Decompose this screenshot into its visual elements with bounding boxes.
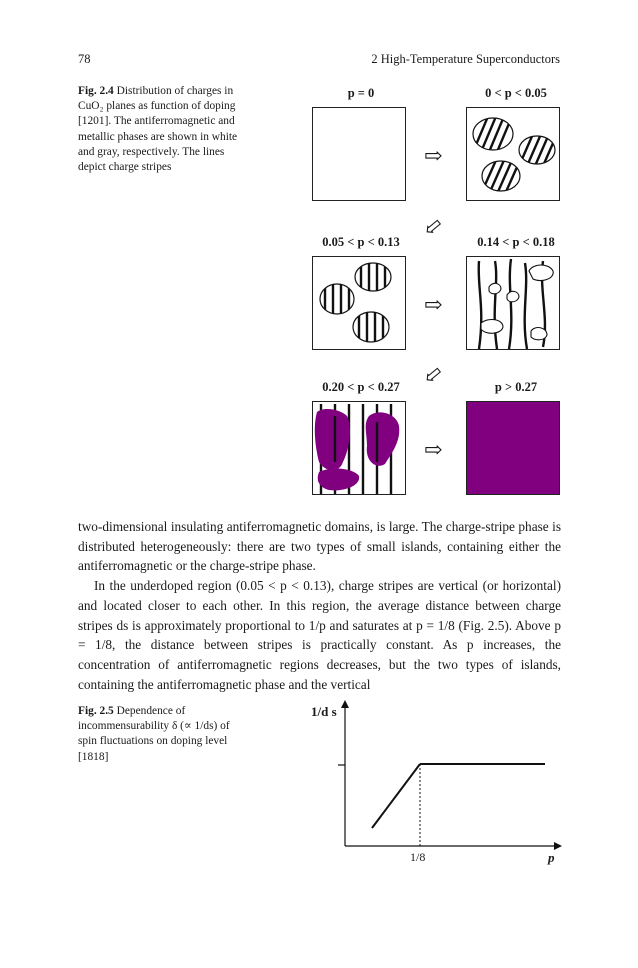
paragraph-1: two-dimensional insulating antiferromagnetic domains, is large. The charge-stripe phase is distributed heterogeneously: there are two types of small islands, containing either the antiferromagnetic or the charge-stripe phase. xyxy=(78,519,561,574)
fig25-caption-text: Dependence of incommensurability δ (∝ 1/ds) of spin fluctuations on doping level [1818] xyxy=(78,705,230,763)
x-axis-arrow-icon xyxy=(554,842,562,850)
panel-label-5: 0.20 < p < 0.27 xyxy=(322,380,400,394)
panel-label-1: p = 0 xyxy=(347,86,375,100)
arrow-down-left-icon: ⇦ xyxy=(417,359,448,391)
page-number: 78 xyxy=(78,52,91,66)
arrow-right-icon: ⇨ xyxy=(424,437,443,462)
rising-segment xyxy=(372,764,420,828)
arrow-right-icon: ⇨ xyxy=(424,292,443,317)
fig24-caption-label: Fig. 2.4 xyxy=(78,85,114,97)
fig24-caption-text: Distribution of charges in CuO₂ planes as function of doping [1201]. The antiferromagnetic and metallic phases are shown in white and gray, respectively. The lines depict charge stripes xyxy=(78,85,238,174)
paragraph-2: In the underdoped region (0.05 < p < 0.13), charge stripes are vertical (or horizontal) and located closer to each other. In this region, the average distance between charge stripes ds is approximately proportional to 1/p and saturates at p = 1/8 (Fig. 2.5). Above p = 1/8, the distance between stripes is practically constant. As p increases, the concentration of antiferromagnetic regions decreases, but the two types of islands, containing the antiferromagnetic phase and the vertical xyxy=(78,578,561,692)
y-axis-arrow-icon xyxy=(341,700,349,708)
panel-label-4: 0.14 < p < 0.18 xyxy=(477,235,555,249)
fig25-ylabel: 1/d s xyxy=(311,704,337,719)
running-title: 2 High-Temperature Superconductors xyxy=(371,52,560,66)
panel-label-2: 0 < p < 0.05 xyxy=(485,86,547,100)
fig25-xlabel: p xyxy=(548,850,555,865)
fig25-xtick: 1/8 xyxy=(410,850,426,864)
arrow-right-icon: ⇨ xyxy=(424,143,443,168)
panel-label-3: 0.05 < p < 0.13 xyxy=(322,235,400,249)
arrow-down-left-icon: ⇦ xyxy=(417,211,448,243)
panel-label-6: p > 0.27 xyxy=(494,380,538,394)
fig25-caption-label: Fig. 2.5 xyxy=(78,705,114,717)
